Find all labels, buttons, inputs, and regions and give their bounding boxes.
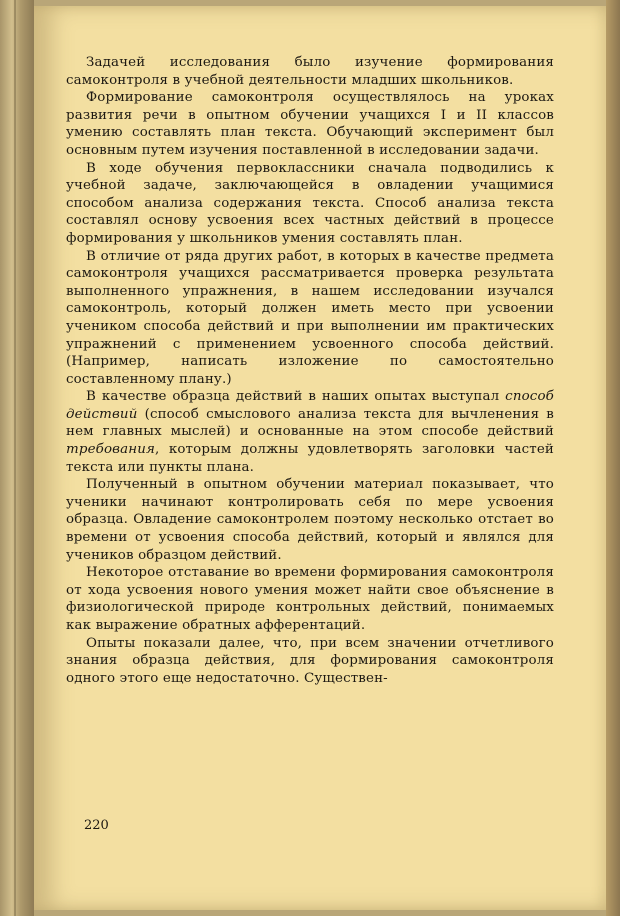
paragraph-7: Некоторое отставание во времени формирования самоконтроля от хода усвоения нового умения может найти свое объяснение в физиологической природе контрольных действий, понимаемых как выражение обратных афферентаций. [66, 565, 554, 633]
paragraph-8: Опыты показали далее, что, при всем значении отчетливого знания образца действия, для формирования самоконтроля одного этого еще недостаточно. Существен- [66, 635, 554, 686]
paragraph-1: Задачей исследования было изучение формирования самоконтроля в учебной деятельности младших школьников. [66, 55, 554, 88]
adjacent-page-edge [606, 0, 620, 916]
paragraph-5 [66, 388, 554, 476]
paragraph-5-part-1: В качестве образца действий в наших опытах выступал [86, 389, 506, 405]
paragraph-5-part-3: , которым должны удовлетворять заголовки частей текста или пункты плана. [66, 442, 554, 475]
paragraph-2: Формирование самоконтроля осуществлялось на уроках развития речи в опытном обучении учащихся I и II классов умению составлять план текста. Обучающий эксперимент был основным путем изучения поставленной в исследовании задачи. [66, 90, 554, 158]
paragraph-5-italic-1: способ действий [66, 389, 554, 422]
book-spine-edge [0, 0, 34, 916]
paragraph-5-part-2: (способ смыслового анализа текста для вычленения в нем главных мыслей) и основанные на этом способе действий [66, 406, 554, 440]
page-text [66, 54, 554, 687]
paragraph-6: Полученный в опытном обучении материал показывает, что ученики начинают контролировать себя по мере усвоения образца. Овладение самоконтролем поэтому несколько отстает во времени от усвоения способа действий, который и являлся для учеников образцом действий. [66, 477, 554, 563]
paragraph-3: В ходе обучения первоклассники сначала подводились к учебной задаче, заключающейся в овладении учащимися способом анализа содержания текста. Способ анализа текста составлял основу усвоения всех частных действий в процессе формирования у школьников умения составлять план. [66, 160, 554, 246]
page-number: 220 [84, 818, 109, 833]
paragraph-5-italic-2: требования [66, 442, 156, 458]
paragraph-4: В отличие от ряда других работ, в которых в качестве предмета самоконтроля учащихся рассматривается проверка результата выполненного упражнения, в нашем исследовании изучался самоконтроль, который должен иметь место при усвоении учеником способа действий и при выполнении им практических упражнений с применением усвоенного способа действий. (Например, написать изложение по самостоятельно составленному плану.) [66, 248, 554, 387]
